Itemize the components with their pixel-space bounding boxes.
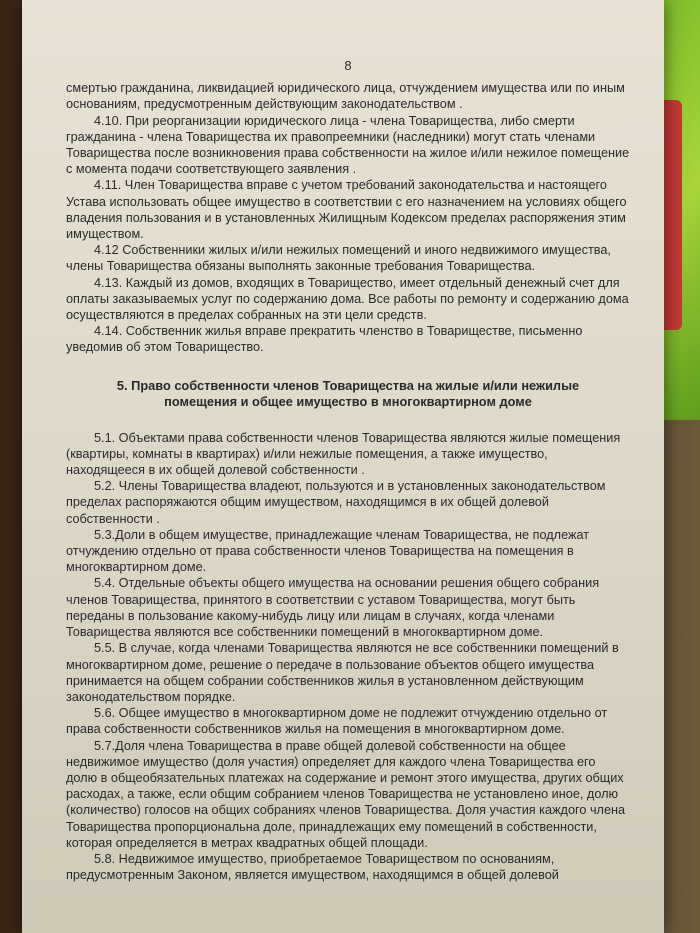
paragraphs-section-5	[66, 430, 630, 884]
paragraph: 5.3.Доли в общем имуществе, принадлежащие членам Товарищества, не подлежат отчуждению отдельно от права собственности членов Товарищества на помещения в многоквартирном доме.	[66, 527, 590, 575]
paragraphs-before-section	[66, 80, 630, 355]
paragraph: 5.5. В случае, когда членами Товарищества являются не все собственники помещений в многоквартирном доме, решение о передаче в пользование объектов общего имущества принимается на общем собрании собственников жилья в установленном действующим законодательством порядке.	[66, 641, 619, 704]
section-heading	[66, 378, 630, 410]
paragraph: 4.13. Каждый из домов, входящих в Товарищество, имеет отдельный денежный счет для оплаты заказываемых услуг по содержанию дома. Все работы по ремонту и содержанию дома осуществляются в пределах собранных на эти цели средств.	[66, 275, 629, 323]
paragraph: 5.7.Доля члена Товарищества в праве общей долевой собственности на общее недвижимое имущество (доля участия) определяет для каждого члена Товарищества его долю в общеобязательных платежах на содержание и ремонт этого имущества, других общих расходах, а также, если общим собранием членов Товарищества не установлено иное, долю (количество) голосов на общих собраниях членов Товарищества. Доля участия каждого члена Товарищества пропорциональна доле, принадлежащих ему помещений в собственности, которая определяется в метрах квадратных общей площади.	[66, 738, 626, 850]
paragraph: 4.12 Собственники жилых и/или нежилых помещений и иного недвижимого имущества, члены Товарищества обязаны выполнять законные требования Товарищества.	[66, 243, 611, 274]
section-heading-line2: помещения и общее имущество в многоквартирном доме	[164, 393, 532, 409]
paragraph: 4.10. При реорганизации юридического лица - члена Товарищества, либо смерти гражданина - члена Товарищества их правопреемники (наследники) могут стать членами Товарищества после возникновения права собственности на жилое и/или нежилое помещение с момента подачи соответствующего заявления .	[66, 113, 630, 177]
paragraph: 4.14. Собственник жилья вправе прекратить членство в Товариществе, письменно уведомив об этом Товарищество.	[66, 324, 583, 355]
document-page	[22, 0, 664, 933]
paragraph: смертью гражданина, ликвидацией юридического лица, отчуждением имущества или по иным основаниям, предусмотренным действующим законодательством .	[66, 81, 625, 112]
section-heading-line1: 5. Право собственности членов Товарищества на жилые и/или нежилые	[116, 377, 580, 393]
paragraph: 4.11. Член Товарищества вправе с учетом требований законодательства и настоящего Устава использовать общее имущество в соответствии с его назначением на условиях общего владения пользования и в установленных Жилищным Кодексом пределах распоряжения этим имуществом.	[66, 178, 627, 242]
paragraph: 5.4. Отдельные объекты общего имущества на основании решения общего собрания членов Товарищества, принятого в соответствии с уставом Товарищества, могут быть переданы в пользование какому-нибудь лицу или лицам в случаях, когда членами Товарищества являются все собственники помещений в многоквартирном доме.	[66, 576, 600, 640]
paragraph: 5.1. Объектами права собственности членов Товарищества являются жилые помещения (квартиры, комнаты в квартирах) и/или нежилые помещения, а также имущество, находящееся в их общей долевой собственности .	[66, 430, 621, 478]
paragraph: 5.8. Недвижимое имущество, приобретаемое Товариществом по основаниям, предусмотренным Законом, является имуществом, находящимся в общей долевой	[66, 851, 559, 883]
paragraph: 5.2. Члены Товарищества владеют, пользуются и в установленных законодательством пределах распоряжаются общим имуществом, находящимся в их общей долевой собственности .	[66, 479, 606, 526]
page-number: 8	[344, 58, 352, 73]
paragraph: 5.6. Общее имущество в многоквартирном доме не подлежит отчуждению отдельно от права собственности собственников жилья на помещения в многоквартирном доме.	[66, 706, 608, 737]
